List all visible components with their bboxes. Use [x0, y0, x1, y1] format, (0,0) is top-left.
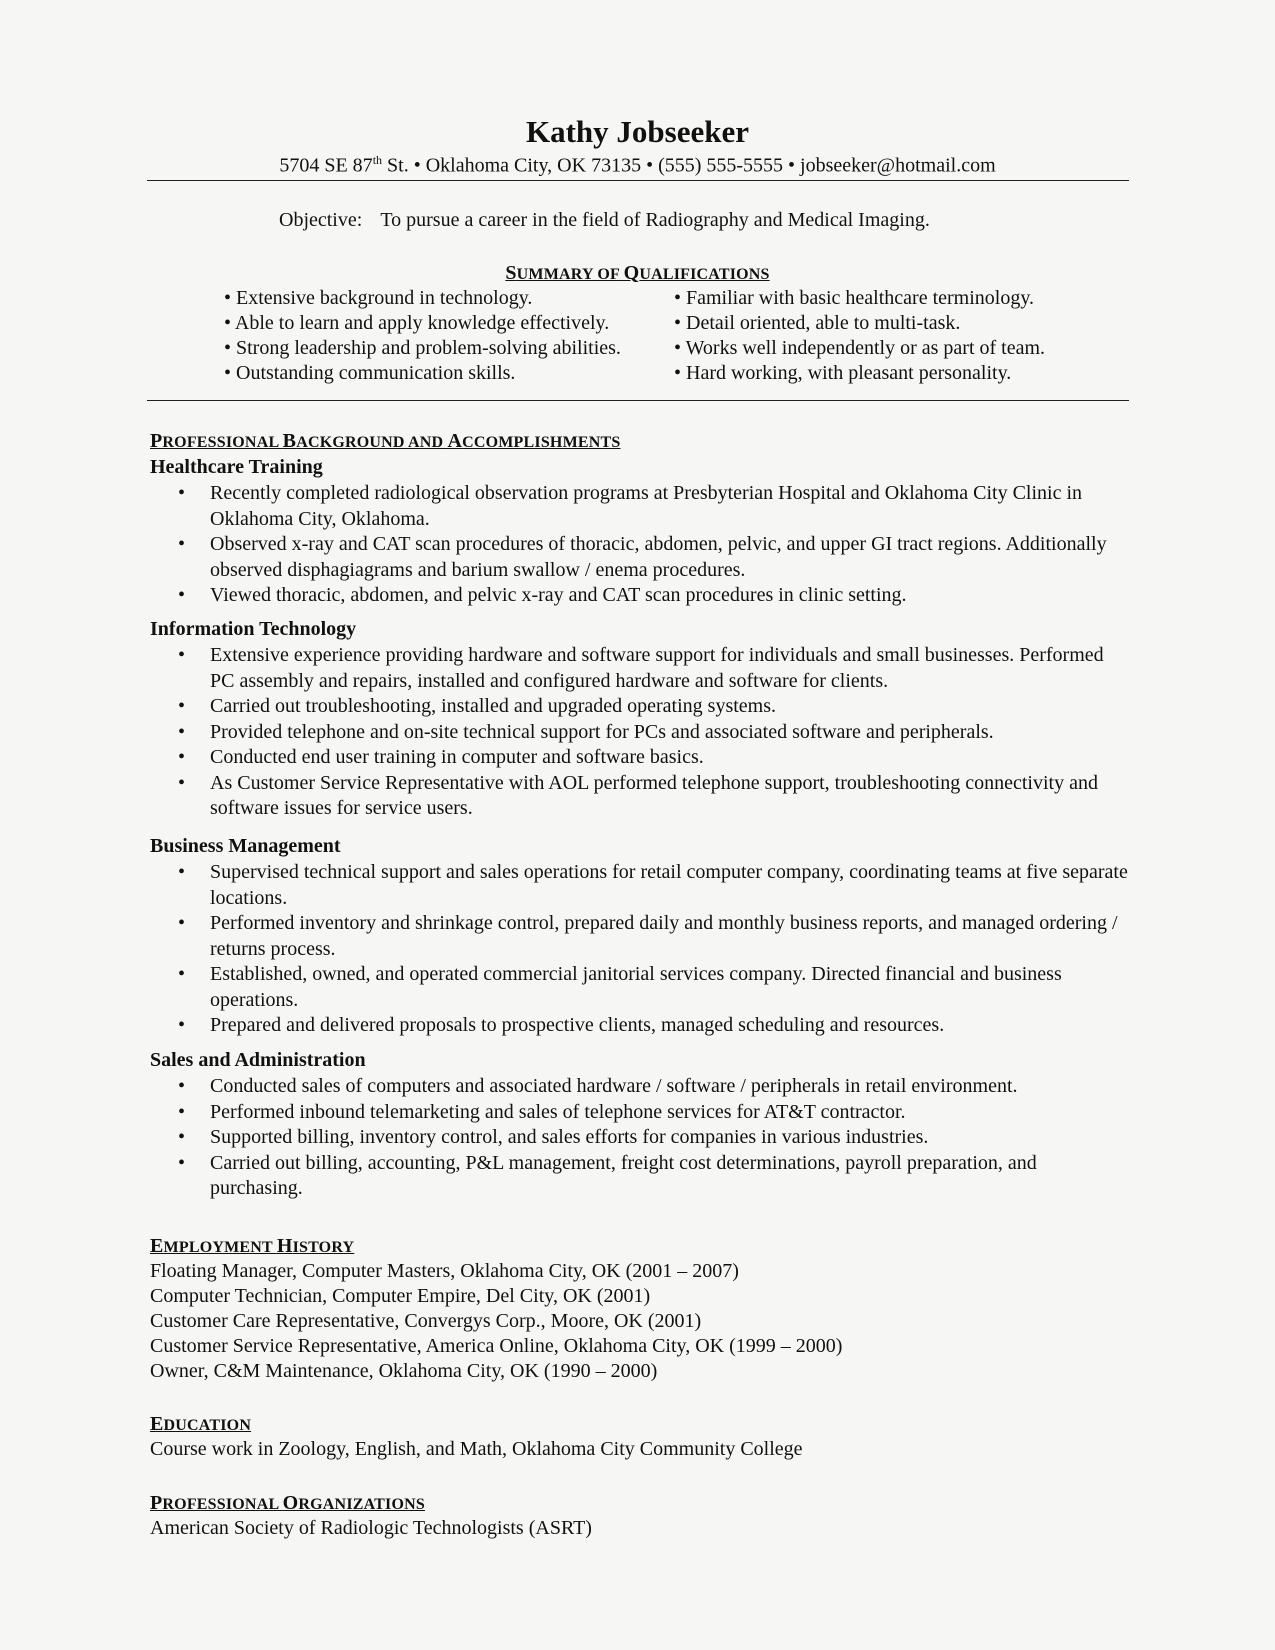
qualification-item: • Detail oriented, able to multi-task.	[674, 312, 961, 334]
bullet-icon: •	[178, 1075, 186, 1097]
summary-left-column	[224, 286, 621, 386]
candidate-name: Kathy Jobseeker	[525, 114, 749, 149]
list-item: • Performed inbound telemarketing and sales of telephone services for AT&T contractor.	[150, 1100, 1130, 1126]
list-item: • Conducted end user training in computer and software basics.	[150, 745, 1130, 771]
bullet-icon: •	[178, 771, 186, 794]
employment-list	[150, 1259, 842, 1384]
bullet-icon: •	[178, 1014, 186, 1036]
objective	[279, 209, 930, 232]
bullet-icon: •	[178, 584, 186, 606]
bullet-icon: •	[178, 1126, 186, 1148]
bullet-icon: •	[178, 695, 186, 717]
qualification-item: • Familiar with basic healthcare terminology.	[674, 287, 1035, 309]
healthcare-list	[150, 481, 1130, 609]
employment-entry: Floating Manager, Computer Masters, Oklahoma City, OK (2001 – 2007)	[150, 1260, 739, 1282]
address-ordinal: th	[372, 153, 383, 167]
business-list	[150, 860, 1130, 1039]
it-list	[150, 643, 1130, 822]
objective-text: To pursue a career in the field of Radiography and Medical Imaging.	[380, 209, 930, 231]
list-item: • Provided telephone and on-site technical support for PCs and associated software and peripherals.	[150, 720, 1130, 746]
list-item: • Performed inventory and shrinkage control, prepared daily and monthly business reports, and managed ordering / returns process.	[178, 912, 1118, 960]
contact-details: St. • Oklahoma City, OK 73135 • (555) 555-5555 • jobseeker@hotmail.com	[382, 154, 996, 177]
bullet-icon: •	[178, 482, 186, 504]
employment-entry: Customer Care Representative, Convergys Corp., Moore, OK (2001)	[150, 1310, 702, 1332]
bullet-icon: •	[178, 963, 186, 985]
header-divider	[147, 180, 1129, 181]
list-item: • Carried out billing, accounting, P&L management, freight cost determinations, payroll preparation, and purchasing.	[178, 1151, 1037, 1199]
qualification-item: • Outstanding communication skills.	[224, 362, 516, 384]
organizations-text: American Society of Radiologic Technologists (ASRT)	[150, 1517, 592, 1539]
qualification-item: • Works well independently or as part of team.	[674, 337, 1046, 359]
qualification-item: • Hard working, with pleasant personality.	[674, 362, 1012, 384]
bullet-icon: •	[178, 1151, 186, 1174]
contact-line	[0, 153, 1275, 178]
sales-list	[150, 1074, 1130, 1202]
employment-title: EMPLOYMENT HISTORY	[150, 1235, 355, 1257]
objective-label: Objective:	[279, 209, 363, 231]
subsection-heading: Sales and Administration	[150, 1049, 366, 1071]
list-item: • Supervised technical support and sales operations for retail computer company, coordinating teams at five separate locations.	[178, 861, 1128, 909]
bullet-icon: •	[178, 746, 186, 768]
list-item: • Extensive experience providing hardware and software support for individuals and small businesses. Performed PC assembly and repairs, installed and configured hardware and software for clients.	[178, 644, 1104, 692]
list-item: • Viewed thoracic, abdomen, and pelvic x-ray and CAT scan procedures in clinic setting.	[150, 583, 1130, 609]
bullet-icon: •	[178, 912, 186, 934]
qualification-item: • Strong leadership and problem-solving abilities.	[224, 337, 621, 359]
background-title: PROFESSIONAL BACKGROUND AND ACCOMPLISHMENTS	[150, 430, 621, 452]
list-item: • As Customer Service Representative with AOL performed telephone support, troubleshooting connectivity and software issues for service users.	[178, 771, 1098, 819]
summary-right-column	[674, 286, 1045, 386]
list-item: • Prepared and delivered proposals to prospective clients, managed scheduling and resources.	[150, 1013, 1130, 1039]
list-item: • Recently completed radiological observation programs at Presbyterian Hospital and Oklahoma City Clinic in Oklahoma City, Oklahoma.	[178, 482, 1083, 530]
summary-divider	[147, 400, 1129, 401]
education-title: EDUCATION	[150, 1413, 252, 1435]
bullet-icon: •	[178, 644, 186, 666]
bullet-icon: •	[178, 861, 186, 883]
employment-entry: Customer Service Representative, America Online, Oklahoma City, OK (1999 – 2000)	[150, 1335, 843, 1357]
bullet-icon: •	[178, 720, 186, 743]
employment-entry: Owner, C&M Maintenance, Oklahoma City, OK (1990 – 2000)	[150, 1360, 658, 1382]
address-street: 5704 SE 87	[279, 154, 373, 177]
list-item: • Conducted sales of computers and associated hardware / software / peripherals in retail environment.	[150, 1074, 1130, 1100]
list-item: • Carried out troubleshooting, installed and upgraded operating systems.	[150, 694, 1130, 720]
education-text: Course work in Zoology, English, and Math, Oklahoma City Community College	[150, 1438, 803, 1460]
list-item: • Supported billing, inventory control, and sales efforts for companies in various industries.	[150, 1125, 1130, 1151]
list-item: • Observed x-ray and CAT scan procedures of thoracic, abdomen, pelvic, and upper GI tract regions. Additionally observed disphagiagrams and barium swallow / enema procedures.	[178, 533, 1107, 581]
bullet-icon: •	[178, 533, 186, 555]
subsection-heading: Healthcare Training	[150, 456, 323, 478]
list-item: • Established, owned, and operated commercial janitorial services company. Directed financial and business operations.	[178, 963, 1062, 1011]
employment-entry: Computer Technician, Computer Empire, Del City, OK (2001)	[150, 1285, 651, 1307]
organizations-title: PROFESSIONAL ORGANIZATIONS	[150, 1492, 425, 1514]
subsection-heading: Information Technology	[150, 618, 357, 640]
qualification-item: • Extensive background in technology.	[224, 287, 533, 309]
bullet-icon: •	[178, 1100, 186, 1123]
qualification-item: • Able to learn and apply knowledge effectively.	[224, 312, 610, 334]
summary-title: SUMMARY OF QUALIFICATIONS	[505, 262, 770, 284]
subsection-heading: Business Management	[150, 835, 341, 857]
